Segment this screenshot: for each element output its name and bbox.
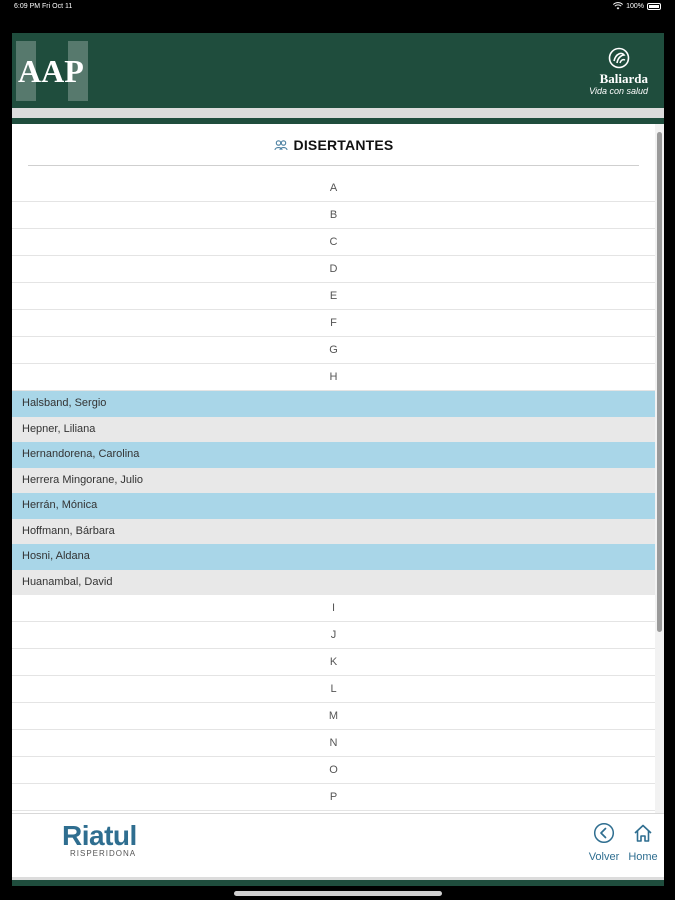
back-icon [593, 822, 615, 844]
sponsor-subtitle: RISPERIDONA [70, 849, 137, 858]
home-indicator[interactable] [234, 891, 442, 896]
letter-row-n[interactable]: N [12, 730, 655, 757]
brand-name: Baliarda [599, 71, 648, 86]
scrollbar-thumb[interactable] [657, 132, 662, 632]
letter-row-a[interactable]: A [12, 175, 655, 202]
speaker-item[interactable]: Hepner, Liliana [12, 417, 655, 443]
riatul-logo [62, 820, 137, 858]
header [12, 33, 664, 108]
back-button[interactable] [586, 822, 622, 863]
home-icon [632, 822, 654, 844]
letter-row-d[interactable]: D [12, 256, 655, 283]
speaker-item[interactable]: Hosni, Aldana [12, 544, 655, 570]
baliarda-logo [589, 47, 648, 96]
letter-row-h[interactable]: H [12, 364, 655, 391]
list-title [28, 124, 639, 166]
speakers-list[interactable] [12, 124, 655, 813]
home-button[interactable] [625, 822, 661, 863]
back-label: Volver [588, 851, 620, 863]
speaker-item[interactable]: Halsband, Sergio [12, 391, 655, 417]
aap-logo [16, 41, 88, 101]
status-time: 6:09 PM Fri Oct 11 [14, 3, 73, 10]
speaker-item[interactable]: Huanambal, David [12, 570, 655, 596]
letter-row-l[interactable]: L [12, 676, 655, 703]
wifi-icon [613, 2, 623, 10]
speaker-item[interactable]: Hoffmann, Bárbara [12, 519, 655, 545]
letter-row-c[interactable]: C [12, 229, 655, 256]
footer [12, 813, 664, 877]
letter-row-e[interactable]: E [12, 283, 655, 310]
header-divider [12, 108, 664, 118]
status-right [613, 2, 661, 10]
footer-bar [12, 877, 664, 886]
sponsor-name: Riatul [62, 820, 137, 851]
speaker-item[interactable]: Herrán, Mónica [12, 493, 655, 519]
speaker-item[interactable]: Hernandorena, Carolina [12, 442, 655, 468]
letter-row-o[interactable]: O [12, 757, 655, 784]
app-window [12, 33, 664, 886]
letter-row-i[interactable]: I [12, 595, 655, 622]
speaker-item[interactable]: Herrera Mingorane, Julio [12, 468, 655, 494]
letter-row-j[interactable]: J [12, 622, 655, 649]
home-label: Home [628, 851, 658, 863]
brand-tagline: Vida con salud [589, 86, 648, 96]
status-bar [0, 0, 675, 14]
letter-row-m[interactable]: M [12, 703, 655, 730]
letter-row-g[interactable]: G [12, 337, 655, 364]
scrollbar[interactable] [655, 124, 664, 813]
baliarda-emblem-icon [608, 47, 630, 69]
page-title: DISERTANTES [293, 136, 394, 153]
people-icon [274, 139, 288, 151]
letter-row-p[interactable]: P [12, 784, 655, 811]
battery-percent: 100% [626, 2, 644, 10]
letter-row-f[interactable]: F [12, 310, 655, 337]
letter-row-b[interactable]: B [12, 202, 655, 229]
aap-logo-text: AAP [18, 53, 84, 89]
letter-row-k[interactable]: K [12, 649, 655, 676]
battery-icon [647, 3, 661, 10]
